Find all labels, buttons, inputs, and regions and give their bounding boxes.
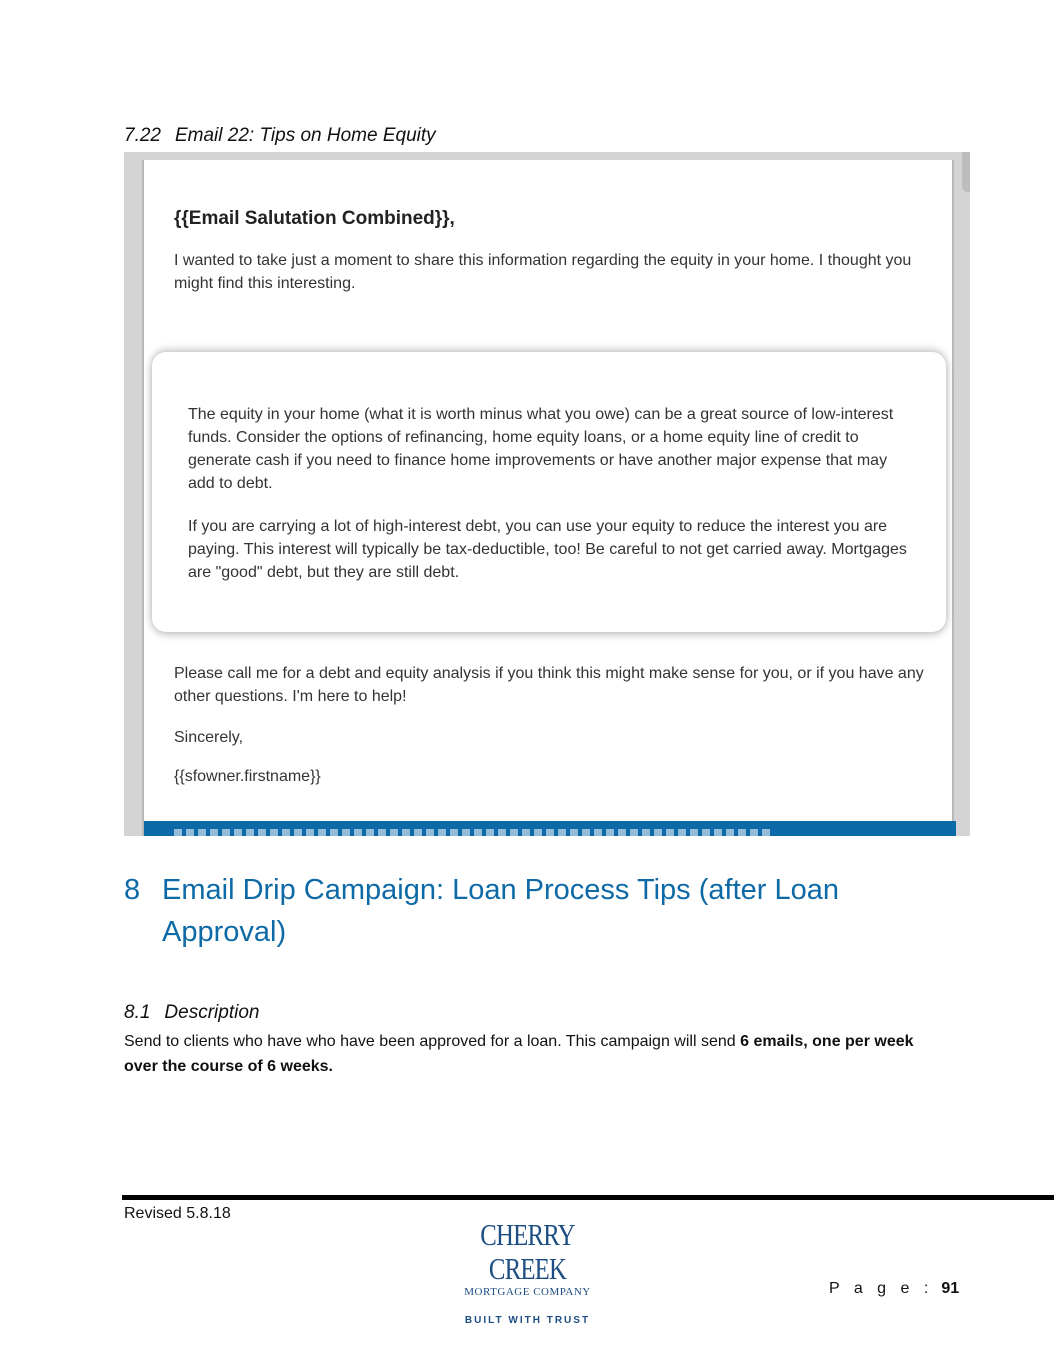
- card-paragraph-2: If you are carrying a lot of high-interest debt, you can use your equity to reduce the interest you are paying. This interest will typically be tax-deductible, too! Be careful to not get carried away. Mortgages are "good" debt, but they are still debt.: [188, 518, 907, 581]
- section-8-heading: [124, 869, 884, 953]
- description-emphasis: 6 emails, one per week over the course of 6 weeks.: [124, 1033, 914, 1075]
- page-number: [829, 1280, 959, 1298]
- scrollbar: [962, 152, 970, 192]
- section-8-1-heading: [124, 1002, 259, 1024]
- logo-tagline: BUILT WITH TRUST: [464, 1315, 591, 1326]
- email-intro: I wanted to take just a moment to share this information regarding the equity in your home. I thought you might find this interesting.: [174, 252, 912, 292]
- card-paragraph-1: The equity in your home (what it is worth minus what you owe) can be a great source of low-interest funds. Consider the options of refinancing, home equity loans, or a home equity line of credit to generate cash if you need to finance home improvements or have another major expense that may add to debt.: [188, 406, 894, 492]
- section-number: 8: [124, 874, 141, 906]
- email-footer-banner: [144, 821, 956, 836]
- section-number: 7.22: [124, 125, 161, 146]
- equity-info-card: [152, 352, 946, 632]
- logo-name: CHERRY CREEK: [480, 1217, 575, 1286]
- email-salutation: {{Email Salutation Combined}},: [174, 208, 455, 229]
- page-label: P a g e :: [829, 1280, 934, 1297]
- section-title: Description: [164, 1002, 260, 1023]
- section-number: 8.1: [124, 1002, 151, 1023]
- section-title: Email 22: Tips on Home Equity: [174, 125, 436, 146]
- page-number-value: 91: [941, 1280, 960, 1297]
- email-sincerely: Sincerely,: [174, 729, 244, 746]
- email-body: [142, 160, 954, 836]
- company-logo: [440, 1218, 615, 1327]
- description-text: Send to clients who have who have been approved for a loan. This campaign will send: [124, 1033, 741, 1050]
- section-7-22-heading: [124, 125, 436, 147]
- footer-rule: [122, 1195, 1054, 1200]
- logo-subtitle: MORTGAGE COMPANY: [464, 1286, 591, 1298]
- section-8-1-description: [124, 1029, 944, 1079]
- email-screenshot: [124, 152, 970, 836]
- revised-date: Revised 5.8.18: [124, 1205, 231, 1222]
- banner-cropped-text: [174, 829, 774, 836]
- email-owner-name: {{sfowner.firstname}}: [174, 768, 321, 785]
- email-closing: Please call me for a debt and equity analysis if you think this might make sense for you, or if you have any other questions. I'm here to help!: [174, 665, 924, 705]
- section-title: Email Drip Campaign: Loan Process Tips (after Loan Approval): [162, 874, 839, 948]
